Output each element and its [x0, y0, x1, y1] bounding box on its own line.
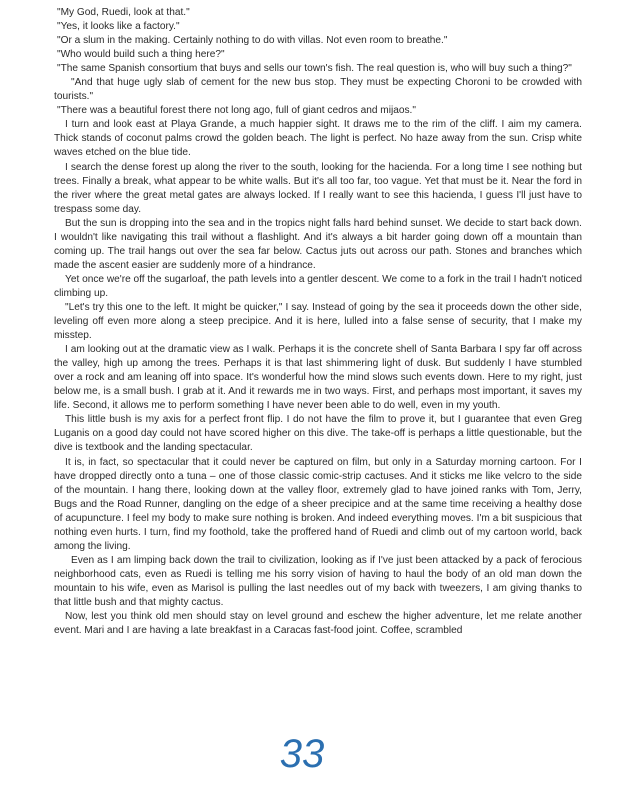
paragraph: Now, lest you think old men should stay on level ground and eschew the higher adventure, let me relate another event. Mari and I are having a late breakfast in a Caracas fast-food joint. Coffee, scrambled — [54, 611, 582, 637]
page-number: 33 — [279, 732, 325, 776]
paragraph: "Who would build such a thing here?" — [57, 49, 225, 61]
paragraph: This little bush is my axis for a perfect front flip. I do not have the film to prove it, but I guarantee that even Greg Luganis on a good day could not have scored higher on this dive. The take-off is perhaps a little questionable, but the dive is textbook and the landing spectacular. — [54, 414, 582, 454]
paragraph: I am looking out at the dramatic view as I walk. Perhaps it is the concrete shell of Santa Barbara I spy far off across the valley, high up among the trees. Perhaps it is that last shimmering light of dusk. But suddenly I have stumbled over a rock and am leaning off into space. It's wonderful how the mind slows such events down. Here to my right, just below me, is a small bush. I grab at it. And it rewards me in two ways. First, and perhaps most important, it saves my life. Second, it allows me to perform something I have never been able to do well, even in my youth. — [54, 344, 582, 412]
paragraph: "The same Spanish consortium that buys and sells our town's fish. The real question is, who will buy such a thing?" — [57, 63, 572, 75]
paragraph: "There was a beautiful forest there not long ago, full of giant cedros and mijaos." — [57, 105, 416, 117]
paragraph: "Yes, it looks like a factory." — [57, 21, 180, 33]
paragraph: "My God, Ruedi, look at that." — [57, 7, 190, 18]
paragraph: But the sun is dropping into the sea and in the tropics night falls hard behind sunset. We decide to start back down. I wouldn't like navigating this trail without a flashlight. And it's always a bit harder going down off a mountain than coming up. The trail hangs out over the sea far below. Cactus juts out across our path. Stones and branches which made the ascent easier are suddenly more of a hindrance. — [54, 217, 582, 271]
paragraph: Yet once we're off the sugarloaf, the path levels into a gentler descent. We come to a fork in the trail I hadn't noticed climbing up. — [54, 273, 582, 299]
paragraph: It is, in fact, so spectacular that it could never be captured on film, but only in a Saturday morning cartoon. For I have dropped directly onto a tuna – one of those classic comic-strip cactuses. And it sticks me like velcro to the side of the mountain. I hang there, looking down at the valley floor, extremely glad to have joined ranks with Tom, Jerry, Bugs and the Road Runner, dangling on the edge of a sheer precipice and at the same time receiving a healthy dose of acupuncture. I feel my body to make sure nothing is broken. And indeed everything moves. I'm a bit suspicious that nothing even hurts. I turn, find my foothold, take the proffered hand of Ruedi and climb out of my cartoon world, back among the living. — [54, 456, 582, 552]
body-text — [54, 6, 582, 638]
paragraph: I search the dense forest up along the river to the south, looking for the hacienda. For a long time I see nothing but trees. Finally a break, what appear to be white walls. But it's all too far, too vague. Yet that must be it. Near the ford in the river where the great metal gates are always locked. If I really want to see this hacienda, I guess I'll just have to trespass some day. — [54, 161, 582, 215]
paragraph: "Or a slum in the making. Certainly nothing to do with villas. Not even room to breathe." — [57, 35, 448, 47]
paragraph: Even as I am limping back down the trail to civilization, looking as if I've just been attacked by a pack of ferocious neighborhood cats, even as Ruedi is telling me his sorry vision of having to haul the body of an old man down the mountain to his wife, even as Marisol is pulling the last needles out of my back with tweezers, I am giving thanks to that little bush and that mighty cactus. — [54, 554, 582, 608]
paragraph: "And that huge ugly slab of cement for the new bus stop. They must be expecting Choroni to be crowded with tourists." — [54, 77, 582, 103]
paragraph: "Let's try this one to the left. It might be quicker," I say. Instead of going by the sea it proceeds down the other side, leveling off even more along a steep precipice. And it is here, lulled into a false sense of security, that I make my misstep. — [54, 301, 582, 342]
paragraph: I turn and look east at Playa Grande, a much happier sight. It draws me to the rim of the cliff. I aim my camera. Thick stands of coconut palms crowd the golden beach. The light is perfect. No haze away from the sun. Crisp white waves etched on the blue tide. — [54, 119, 582, 159]
